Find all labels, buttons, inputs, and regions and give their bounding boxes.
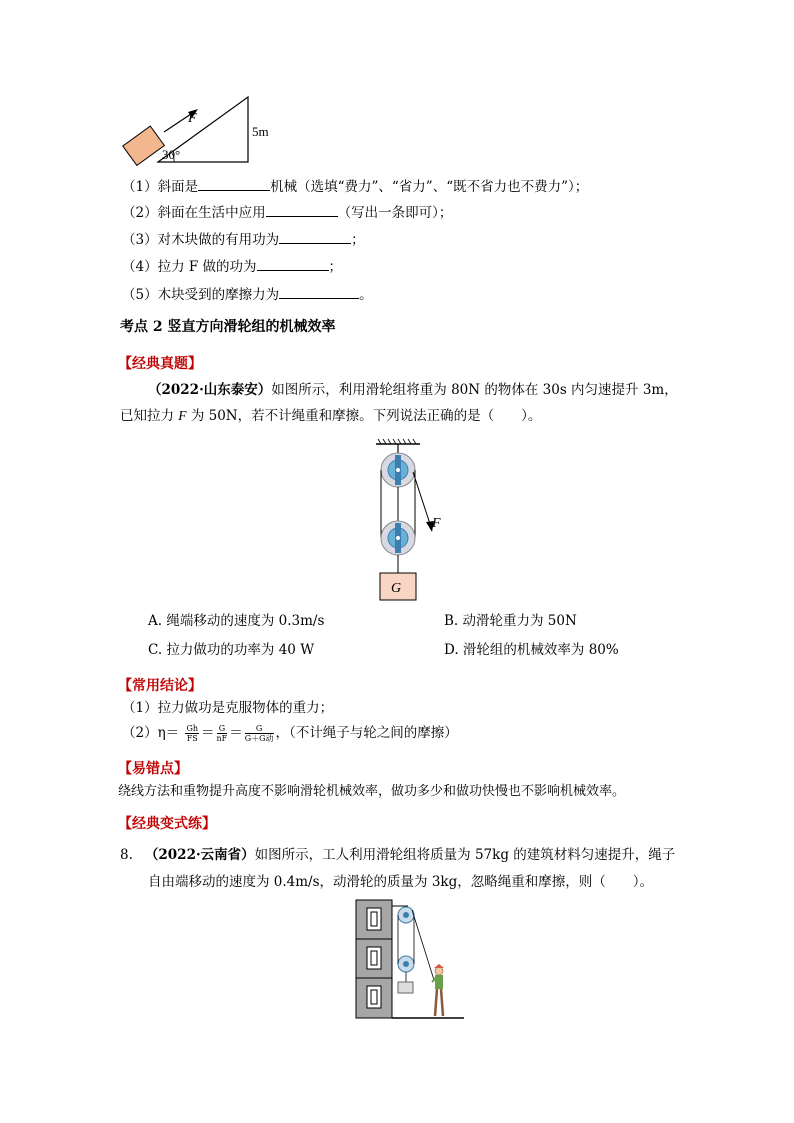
section-title: 考点 2 竖直方向滑轮组的机械效率 [120,319,336,335]
question-1: （1）斜面是 机械（选填“费力”、“省力”、“既不省力也不费力”）； [122,176,588,196]
conclusion-line1: （1）拉力做功是克服物体的重力； [122,700,334,716]
label-error-point: 【易错点】 [118,761,188,777]
pulley-figure [360,438,470,603]
error-text: 绕线方法和重物提升高度不影响滑轮机械效率，做功多少和做功快慢也不影响机械效率。 [118,784,626,799]
question-5: （5）木块受到的摩擦力为 。 [122,284,373,304]
formula-fraction-3: $\frac{G}{\text{G＋G动}}$ [244,724,274,743]
incline-figure [118,92,288,167]
option-a[interactable]: A. 绳端移动的速度为 0.3m/s [148,613,325,629]
label-conclusion: 【常用结论】 [118,678,202,694]
conclusion-line2: （2）η＝ $\frac{Gh}{FS}$ ＝ $\frac{G}{nF}$ ＝ $\frac{G}{\text{G＋G动}}$ ，（不计绳子与轮之间的摩擦） [122,724,458,743]
wooden-block [123,126,165,165]
label-classic-problem: 【经典真题】 [118,356,202,372]
force-label: F [188,111,197,126]
angle-label: 30° [162,147,181,162]
option-d[interactable]: D. 滑轮组的机械效率为 80% [444,642,619,658]
answer-blank-1[interactable] [198,176,270,191]
question-4: （4）拉力 F 做的功为 ； [122,256,342,276]
answer-blank-3[interactable] [279,229,351,244]
formula-fraction-2: $\frac{G}{nF}$ [216,724,228,743]
pulley-force-label: F [432,516,441,531]
option-b[interactable]: B. 动滑轮重力为 50N [444,613,577,629]
problem8-line2: 自由端移动的速度为 0.4m/s，动滑轮的质量为 3kg，忽略绳重和摩擦，则（ ）。 [148,874,653,890]
problem1-source: （2022·山东泰安） [148,382,272,398]
question-3: （3）对木块做的有用功为 ； [122,229,365,249]
height-label: 5m [252,124,269,139]
building-pulley-figure [352,898,468,1022]
answer-blank-5[interactable] [279,284,359,299]
formula-fraction-1: $\frac{Gh}{FS}$ [186,724,199,743]
problem8-line1: 8. （2022·云南省）如图所示，工人利用滑轮组将质量为 57kg 的建筑材料匀速提升，绳子 [120,847,676,863]
problem1-line2: 已知拉力 F 为 50N，若不计绳重和摩擦。下列说法正确的是（ ）。 [120,408,542,424]
question-2: （2）斜面在生活中应用 （写出一条即可）； [122,202,452,222]
option-c[interactable]: C. 拉力做功的功率为 40 W [148,642,315,658]
label-variant: 【经典变式练】 [118,816,216,832]
problem1-line1: （2022·山东泰安）如图所示，利用滑轮组将重为 80N 的物体在 30s 内匀速提升 3m， [148,382,678,398]
weight-label: G [391,581,402,596]
answer-blank-2[interactable] [266,202,338,217]
answer-blank-4[interactable] [257,256,329,271]
